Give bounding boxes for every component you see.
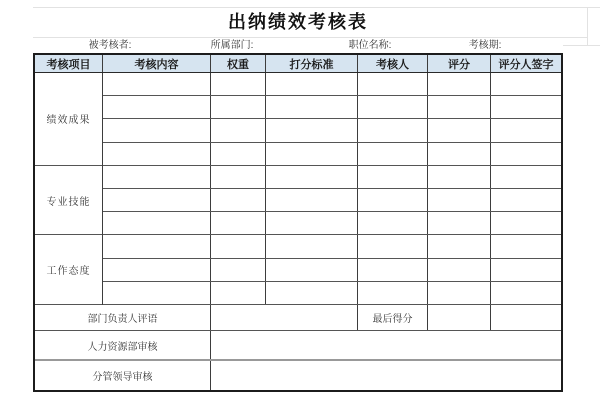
entry-row	[103, 235, 561, 258]
entry-cell[interactable]	[491, 166, 561, 188]
entry-cell[interactable]	[491, 73, 561, 95]
entry-cell[interactable]	[266, 212, 358, 234]
section-professional-skills: 专业技能	[35, 166, 102, 236]
header-signature-column: 评分人签字	[491, 55, 561, 72]
header-weight-column: 权重	[211, 55, 266, 72]
entry-cell[interactable]	[428, 235, 491, 257]
entry-cell[interactable]	[491, 189, 561, 211]
entry-cell[interactable]	[266, 166, 358, 188]
header-assessor-column: 考核人	[358, 55, 428, 72]
hr-review-cell[interactable]	[211, 331, 561, 359]
entry-cell[interactable]	[358, 96, 428, 118]
entry-cell[interactable]	[358, 282, 428, 304]
entry-cell[interactable]	[266, 259, 358, 281]
section-work-attitude: 工作态度	[35, 235, 102, 305]
entry-cell[interactable]	[491, 143, 561, 165]
entry-row	[103, 119, 561, 142]
entry-cell[interactable]	[103, 119, 211, 141]
assessee-label: 被考核者:	[88, 40, 132, 51]
entry-cell[interactable]	[211, 96, 266, 118]
category-column	[35, 73, 103, 305]
entry-cell[interactable]	[358, 259, 428, 281]
leader-review-cell[interactable]	[211, 361, 561, 390]
entry-cell[interactable]	[428, 73, 491, 95]
entry-cell[interactable]	[211, 166, 266, 188]
entry-cell[interactable]	[211, 282, 266, 304]
page-title: 出纳绩效考核表	[228, 12, 368, 32]
entry-cell[interactable]	[491, 259, 561, 281]
entry-cell[interactable]	[428, 119, 491, 141]
table-header-row	[35, 55, 561, 73]
entry-cell[interactable]	[103, 166, 211, 188]
header-scoring-standard-column: 打分标准	[266, 55, 358, 72]
entry-cell[interactable]	[491, 119, 561, 141]
entry-cell[interactable]	[211, 189, 266, 211]
manager-comment-label: 部门负责人评语	[35, 305, 211, 330]
header-content-column: 考核内容	[103, 55, 211, 72]
entry-cell[interactable]	[491, 282, 561, 304]
entry-cell[interactable]	[358, 189, 428, 211]
entry-cell[interactable]	[103, 282, 211, 304]
entry-cell[interactable]	[428, 189, 491, 211]
entry-cell[interactable]	[266, 189, 358, 211]
gridline-right-horizontal	[563, 45, 600, 46]
entry-cell[interactable]	[266, 96, 358, 118]
entry-grid	[103, 73, 561, 305]
header-item-column: 考核项目	[35, 55, 103, 72]
entry-row	[103, 143, 561, 166]
entry-cell[interactable]	[428, 212, 491, 234]
entry-cell[interactable]	[103, 212, 211, 234]
entry-cell[interactable]	[211, 259, 266, 281]
appraisal-table	[33, 53, 563, 392]
entry-row	[103, 259, 561, 282]
entry-row	[103, 73, 561, 96]
info-bar	[33, 38, 563, 53]
entry-cell[interactable]	[491, 96, 561, 118]
entry-cell[interactable]	[103, 189, 211, 211]
entry-cell[interactable]	[491, 235, 561, 257]
header-score-column: 评分	[428, 55, 491, 72]
leader-review-label: 分管领导审核	[35, 361, 211, 390]
entry-cell[interactable]	[428, 96, 491, 118]
entry-cell[interactable]	[103, 235, 211, 257]
entry-cell[interactable]	[211, 143, 266, 165]
entry-cell[interactable]	[266, 235, 358, 257]
entry-cell[interactable]	[211, 73, 266, 95]
entry-row	[103, 282, 561, 305]
entry-cell[interactable]	[358, 143, 428, 165]
entry-row	[103, 166, 561, 189]
entry-cell[interactable]	[428, 282, 491, 304]
entry-cell[interactable]	[103, 96, 211, 118]
entry-cell[interactable]	[358, 212, 428, 234]
final-score-cell[interactable]	[428, 305, 491, 330]
entry-cell[interactable]	[103, 143, 211, 165]
entry-cell[interactable]	[428, 143, 491, 165]
entry-cell[interactable]	[358, 235, 428, 257]
leader-review-row	[35, 361, 561, 390]
entry-cell[interactable]	[491, 212, 561, 234]
table-body	[35, 73, 561, 305]
entry-row	[103, 189, 561, 212]
position-label: 职位名称:	[348, 40, 392, 51]
entry-cell[interactable]	[266, 73, 358, 95]
final-score-signature-cell[interactable]	[491, 305, 561, 330]
manager-comment-row	[35, 305, 561, 331]
entry-cell[interactable]	[428, 166, 491, 188]
entry-cell[interactable]	[428, 259, 491, 281]
entry-cell[interactable]	[358, 73, 428, 95]
entry-cell[interactable]	[103, 259, 211, 281]
hr-review-row	[35, 331, 561, 361]
entry-cell[interactable]	[266, 143, 358, 165]
manager-comment-cell[interactable]	[211, 305, 358, 330]
entry-cell[interactable]	[211, 235, 266, 257]
entry-cell[interactable]	[266, 119, 358, 141]
entry-cell[interactable]	[358, 166, 428, 188]
appraisal-period-label: 考核期:	[468, 40, 502, 51]
gridline-right-vertical	[587, 7, 588, 45]
final-score-label: 最后得分	[358, 305, 428, 330]
entry-cell[interactable]	[266, 282, 358, 304]
entry-cell[interactable]	[103, 73, 211, 95]
entry-cell[interactable]	[211, 119, 266, 141]
entry-row	[103, 96, 561, 119]
entry-cell[interactable]	[211, 212, 266, 234]
section-performance-results: 绩效成果	[35, 73, 102, 166]
entry-row	[103, 212, 561, 235]
entry-cell[interactable]	[358, 119, 428, 141]
department-label: 所属部门:	[210, 40, 254, 51]
hr-review-label: 人力资源部审核	[35, 331, 211, 359]
